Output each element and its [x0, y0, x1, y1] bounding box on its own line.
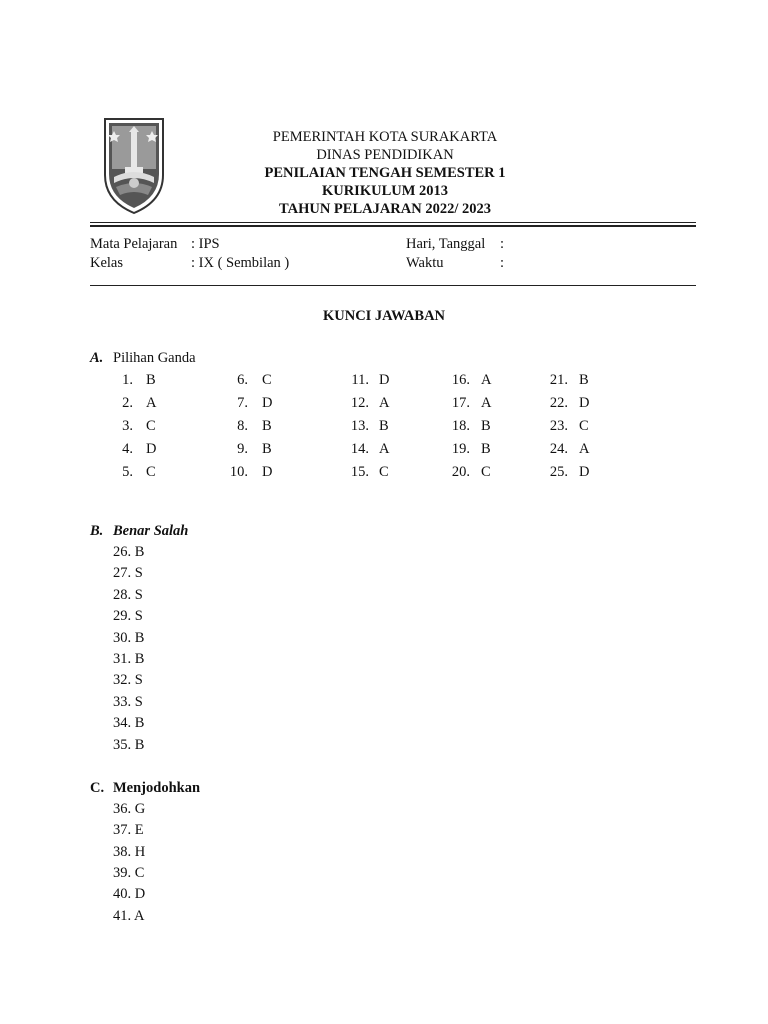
mc-question-number: 19. [451, 441, 470, 457]
mc-answer: D [262, 395, 273, 411]
mc-answer: A [579, 441, 590, 457]
surakarta-crest-logo [102, 117, 166, 215]
mc-answer: C [146, 464, 156, 480]
mc-question-number: 11. [351, 372, 369, 388]
header-rule-top [90, 222, 696, 223]
mc-answer: A [379, 395, 390, 411]
mc-question-number: 24. [549, 441, 568, 457]
true-false-answer: 27. S [113, 565, 143, 582]
subject-value: : IPS [191, 236, 220, 252]
mc-question-number: 23. [549, 418, 568, 434]
header-rule-bottom [90, 225, 696, 227]
mc-question-number: 2. [122, 395, 133, 411]
true-false-answer: 31. B [113, 651, 145, 667]
mc-answer: C [579, 418, 589, 434]
mc-answer: B [379, 418, 389, 434]
mc-question-number: 13. [350, 418, 369, 434]
mc-answer: D [379, 372, 390, 388]
section-c-letter: C. [90, 780, 105, 796]
class-value: : IX ( Sembilan ) [191, 255, 290, 271]
section-b-title: Benar Salah [113, 523, 189, 539]
mc-answer: D [579, 395, 590, 411]
header-line-year: TAHUN PELAJARAN 2022/ 2023 [279, 201, 491, 217]
true-false-answer: 28. S [113, 586, 143, 603]
mc-answer: B [146, 372, 156, 388]
mc-answer: B [262, 418, 272, 434]
mc-question-number: 15. [350, 464, 369, 480]
mc-question-number: 5. [122, 464, 133, 480]
mc-question-number: 9. [237, 441, 248, 457]
true-false-answer: 29. S [113, 608, 143, 625]
section-a-title: Pilihan Ganda [113, 350, 196, 366]
mc-question-number: 10. [229, 464, 248, 480]
mc-question-number: 25. [549, 464, 568, 480]
mc-answer: B [481, 441, 491, 457]
mc-answer: A [379, 441, 390, 457]
section-b-letter: B. [90, 523, 104, 539]
mc-question-number: 3. [122, 418, 133, 434]
mc-question-number: 14. [350, 441, 369, 457]
mc-answer: C [146, 418, 156, 434]
mc-question-number: 4. [122, 441, 133, 457]
mc-question-number: 17. [451, 395, 470, 411]
matching-answer: 41. A [113, 907, 145, 924]
true-false-answer: 32. S [113, 672, 143, 689]
header-line-exam: PENILAIAN TENGAH SEMESTER 1 [264, 165, 506, 181]
mc-question-number: 12. [350, 395, 369, 411]
header-line-curriculum: KURIKULUM 2013 [321, 183, 449, 199]
true-false-answer: 35. B [113, 736, 145, 753]
mc-question-number: 8. [237, 418, 248, 434]
class-label: Kelas [90, 255, 124, 271]
time-label: Waktu [406, 255, 444, 271]
mc-question-number: 16. [451, 372, 470, 388]
mc-answer: C [481, 464, 491, 480]
mc-answer: B [481, 418, 491, 434]
header-line-government: PEMERINTAH KOTA SURAKARTA [272, 129, 498, 145]
mc-answer: A [481, 372, 492, 388]
day-date-value: : [500, 236, 505, 252]
mc-question-number: 21. [549, 372, 568, 388]
true-false-answer: 33. S [113, 693, 143, 710]
matching-answer: 40. D [113, 886, 146, 903]
mc-answer: D [146, 441, 157, 457]
info-rule [90, 285, 696, 286]
mc-answer: A [481, 395, 492, 411]
true-false-answer: 34. B [113, 715, 145, 732]
mc-answer: B [579, 372, 589, 388]
mc-question-number: 20. [451, 464, 470, 480]
subject-label: Mata Pelajaran [90, 236, 178, 252]
matching-answer: 38. H [113, 843, 146, 860]
mc-answer: A [146, 395, 157, 411]
mc-question-number: 7. [237, 395, 248, 411]
section-a-letter: A. [90, 350, 104, 366]
header-line-department: DINAS PENDIDIKAN [316, 147, 454, 163]
mc-question-number: 22. [549, 395, 568, 411]
mc-question-number: 1. [122, 372, 133, 388]
matching-answer: 37. E [113, 822, 144, 839]
mc-question-number: 6. [237, 372, 248, 388]
mc-answer: C [379, 464, 389, 480]
mc-answer: D [262, 464, 273, 480]
mc-answer: D [579, 464, 590, 480]
true-false-answer: 30. B [113, 629, 145, 646]
section-c-title: Menjodohkan [113, 780, 201, 796]
mc-answer: C [262, 372, 272, 388]
day-date-label: Hari, Tanggal [406, 236, 486, 252]
mc-question-number: 18. [451, 418, 470, 434]
mc-answer: B [262, 441, 272, 457]
matching-answer: 36. G [113, 801, 146, 817]
matching-answer: 39. C [113, 864, 145, 881]
page-title: KUNCI JAWABAN [322, 308, 446, 324]
true-false-answer: 26. B [113, 544, 145, 560]
time-value: : [500, 255, 505, 271]
